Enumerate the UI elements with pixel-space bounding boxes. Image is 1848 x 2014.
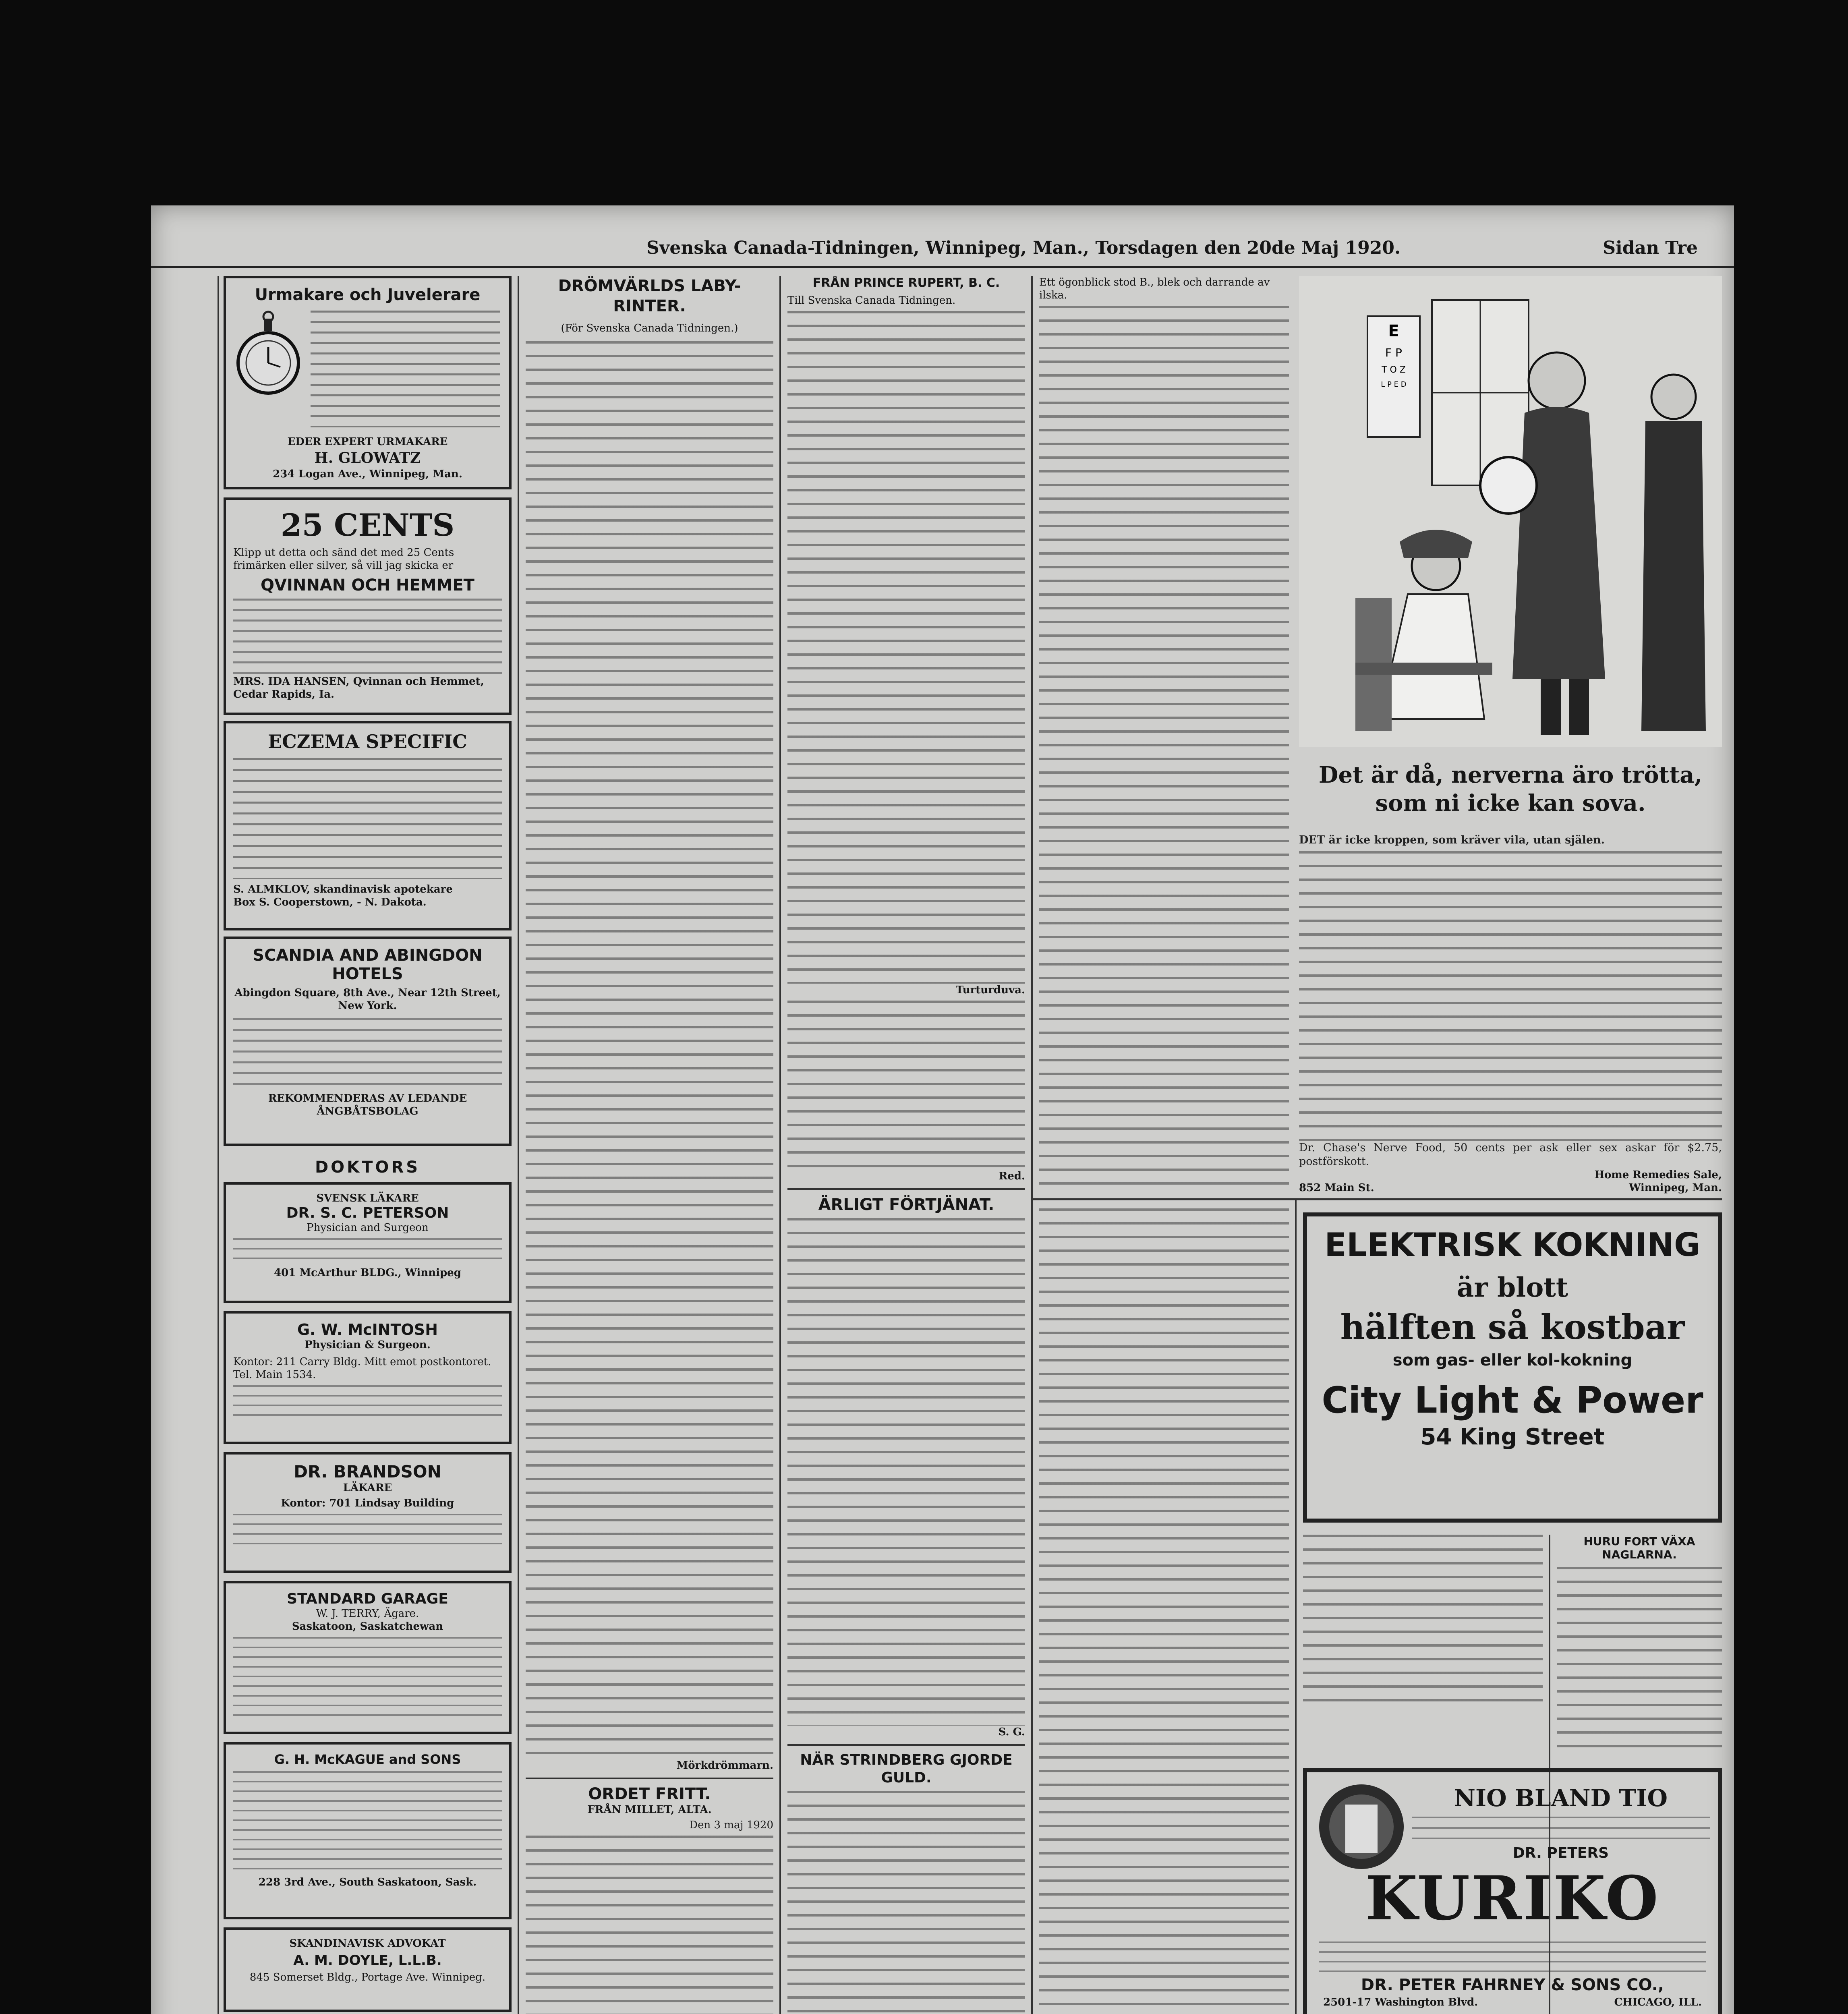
ad-line: är blott (1456, 1272, 1568, 1303)
ad-text-block (1412, 1817, 1710, 1841)
divider (1033, 1198, 1722, 1200)
article-signature: Turturduva. (955, 984, 1025, 996)
column-rule (518, 276, 519, 2014)
svg-text:T O Z: T O Z (1382, 365, 1406, 375)
column-rule (1031, 276, 1033, 2014)
ad-text-block (233, 1514, 502, 1550)
ad-address: 54 King Street (1420, 1424, 1605, 1450)
watchmaker-ad (224, 276, 512, 489)
ad-line: hälften så kostbar (1340, 1307, 1685, 1347)
article-headline: DRÖMVÄRLDS LABY-RINTER. (558, 277, 741, 315)
ad-headline: Det är då, nerverna äro trötta, som ni icke kan sova. (1318, 762, 1703, 816)
column-ads (224, 276, 512, 2014)
ad-text-block (233, 1385, 502, 1417)
ad-address: 228 3rd Ave., South Saskatoon, Sask. (258, 1876, 477, 1888)
article-subhead: FRÅN MILLET, ALTA. (587, 1804, 712, 1816)
ad-text-block (311, 311, 500, 427)
article-body (787, 1791, 1025, 2014)
ad-title: SKANDINAVISK ADVOKAT (289, 1937, 446, 1950)
ad-company: Home Remedies Sale, (1594, 1169, 1722, 1181)
ad-title: Urmakare och Juvelerare (255, 286, 481, 304)
article-body (1039, 1208, 1289, 2014)
article-body (787, 1218, 1025, 1726)
ad-address: Box S. Cooperstown, - N. Dakota. (233, 896, 427, 908)
article-headline: HURU FORT VÄXA NAGLARNA. (1583, 1535, 1695, 1561)
ad-name: DR. S. C. PETERSON (286, 1205, 449, 1221)
eczema-ad (224, 721, 512, 930)
ad-text-block (233, 1771, 502, 1876)
article-headline: ÄRLIGT FÖRTJÄNAT. (818, 1196, 994, 1214)
cents-ad (224, 497, 512, 715)
ad-price: Dr. Chase's Nerve Food, 50 cents per ask eller sex askar för $2.75, postförskott. (1299, 1142, 1722, 1168)
article-body (526, 341, 773, 1759)
ad-text-block (233, 758, 502, 879)
ad-title: ECZEMA SPECIFIC (268, 731, 467, 752)
ad-address: 845 Somerset Bldg., Portage Ave. Winnipeg. (249, 1971, 486, 1983)
article-date: Den 3 maj 1920 (689, 1819, 773, 1831)
column-4-lower (1039, 1208, 1289, 2014)
article-body (787, 311, 1025, 984)
ad-address: Abingdon Square, 8th Ave., Near 12th Street, New York. (234, 987, 501, 1012)
column-6-article (1557, 1535, 1722, 1760)
ad-name: G. H. McKAGUE and SONS (274, 1752, 461, 1767)
page-number: Sidan Tre (1603, 238, 1698, 258)
ad-text-block (233, 1637, 502, 1718)
ad-line: ELEKTRISK KOKNING (1324, 1226, 1701, 1264)
advokat-ad (224, 1927, 512, 2012)
article-body (787, 1001, 1025, 1170)
article-lead: Till Svenska Canada Tidningen. (787, 294, 956, 307)
pocket-watch-icon (234, 311, 302, 399)
ad-lead: DET är icke kroppen, som kräver vila, utan själen. (1299, 834, 1605, 846)
ad-name: A. M. DOYLE, L.L.B. (293, 1952, 442, 1968)
article-headline: NÄR STRINDBERG GJORDE GULD. (800, 1752, 1013, 1786)
ad-book: QVINNAN OCH HEMMET (261, 576, 474, 595)
ad-company: DR. PETER FAHRNEY & SONS CO., (1361, 1976, 1664, 1994)
ad-name: STANDARD GARAGE (287, 1591, 448, 1607)
ad-name: DR. BRANDSON (294, 1462, 441, 1481)
ad-expert: EDER EXPERT URMAKARE (287, 436, 448, 448)
ad-address: 2501-17 Washington Blvd. (1323, 1996, 1478, 2008)
column-rule (218, 276, 219, 2014)
brandson-ad (224, 1452, 512, 1573)
doctor-illustration (1299, 276, 1722, 747)
ad-line: DR. PETERS (1512, 1845, 1609, 1861)
ad-address: MRS. IDA HANSEN, Qvinnan och Hemmet, Cedar Rapids, Ia. (233, 675, 484, 700)
ad-text-block (233, 599, 502, 675)
column-5-article (1303, 1535, 1543, 1760)
article-body (1557, 1567, 1722, 1752)
garage-ad (224, 1581, 512, 1734)
ad-role: Physician & Surgeon. (305, 1339, 431, 1351)
article-subhead: (För Svenska Canada Tidningen.) (561, 322, 738, 334)
column-2 (526, 276, 773, 2014)
ad-city: Winnipeg, Man. (1629, 1182, 1722, 1194)
ad-role: Physician and Surgeon (307, 1222, 429, 1234)
article-body (1303, 1535, 1543, 1708)
ad-owner: W. J. TERRY, Ägare. (316, 1608, 419, 1620)
article-headline: ORDET FRITT. (588, 1785, 711, 1803)
masthead-title: Svenska Canada-Tidningen, Winnipeg, Man., Torsdagen den 20de Maj 1920. (646, 238, 1401, 258)
ad-brand: KURIKO (1365, 1863, 1660, 1934)
ad-address: Kontor: 211 Carry Bldg. Mitt emot postkontoret. Tel. Main 1534. (233, 1356, 491, 1381)
mcintosh-ad (224, 1311, 512, 1444)
ad-line: Klipp ut detta och sänd det med 25 Cents frimärken eller silver, så vill jag skicka er (233, 547, 454, 572)
doktors-heading: DOKTORS (315, 1158, 421, 1177)
article-lead: Ett ögonblick stod B., blek och darrande av ilska. (1039, 276, 1270, 301)
article-signature: Mörkdrömmarn. (676, 1759, 773, 1772)
ad-city: Saskatoon, Saskatchewan (292, 1620, 443, 1633)
svg-text:E: E (1388, 322, 1399, 340)
ad-address: 401 McArthur BLDG., Winnipeg (274, 1267, 461, 1279)
peterson-ad (224, 1182, 512, 1303)
ad-line: NIO BLAND TIO (1454, 1784, 1668, 1812)
hotels-ad (224, 937, 512, 1146)
ad-line: som gas- eller kol-kokning (1392, 1351, 1633, 1370)
ad-contact (1323, 1996, 1702, 2009)
elektrisk-kokning-ad (1303, 1212, 1722, 1523)
ad-text-block (1319, 1941, 1706, 1974)
ad-address: Kontor: 701 Lindsay Building (281, 1497, 454, 1509)
column-rule (779, 276, 781, 2014)
ad-name: G. W. McINTOSH (297, 1321, 438, 1339)
ad-recommend: REKOMMENDERAS AV LEDANDE ÅNGBÅTSBOLAG (268, 1092, 467, 1117)
ad-city: CHICAGO, ILL. (1614, 1996, 1702, 2008)
newspaper-page (151, 205, 1734, 2014)
svg-text:L P E D: L P E D (1381, 380, 1407, 389)
ad-text-block (233, 1238, 502, 1266)
nerve-food-ad (1299, 276, 1722, 1194)
svg-text:F P: F P (1385, 346, 1402, 359)
divider (526, 1778, 773, 1779)
ad-name: H. GLOWATZ (314, 450, 421, 466)
article-body (1039, 306, 1289, 1192)
article-signature: Red. (999, 1170, 1025, 1182)
column-rule (1295, 1200, 1297, 2014)
article-body (526, 1836, 773, 2014)
ad-sender: S. ALMKLOV, skandinavisk apotekare (233, 883, 453, 895)
ad-role: LÄKARE (343, 1482, 392, 1494)
ad-text-block (1299, 851, 1722, 1141)
column-4 (1039, 276, 1289, 1194)
mckague-ad (224, 1742, 512, 1919)
bottle-logo-icon (1315, 1780, 1408, 1873)
kuriko-ad (1303, 1768, 1722, 2014)
divider (787, 1188, 1025, 1190)
ad-contact (1299, 1181, 1722, 1194)
ad-title: 25 CENTS (280, 507, 455, 543)
ad-title: SCANDIA AND ABINGDON HOTELS (253, 946, 483, 983)
ad-text-block (233, 1018, 502, 1086)
column-3 (787, 276, 1025, 2014)
ad-address: 234 Logan Ave., Winnipeg, Man. (273, 468, 462, 480)
masthead (151, 238, 1734, 268)
article-headline: FRÅN PRINCE RUPERT, B. C. (812, 276, 1000, 290)
ad-line: SVENSK LÄKARE (316, 1192, 419, 1204)
divider (787, 1744, 1025, 1746)
article-signature: S. G. (998, 1726, 1025, 1738)
ad-address: 852 Main St. (1299, 1182, 1374, 1194)
ad-brand: City Light & Power (1322, 1379, 1703, 1421)
